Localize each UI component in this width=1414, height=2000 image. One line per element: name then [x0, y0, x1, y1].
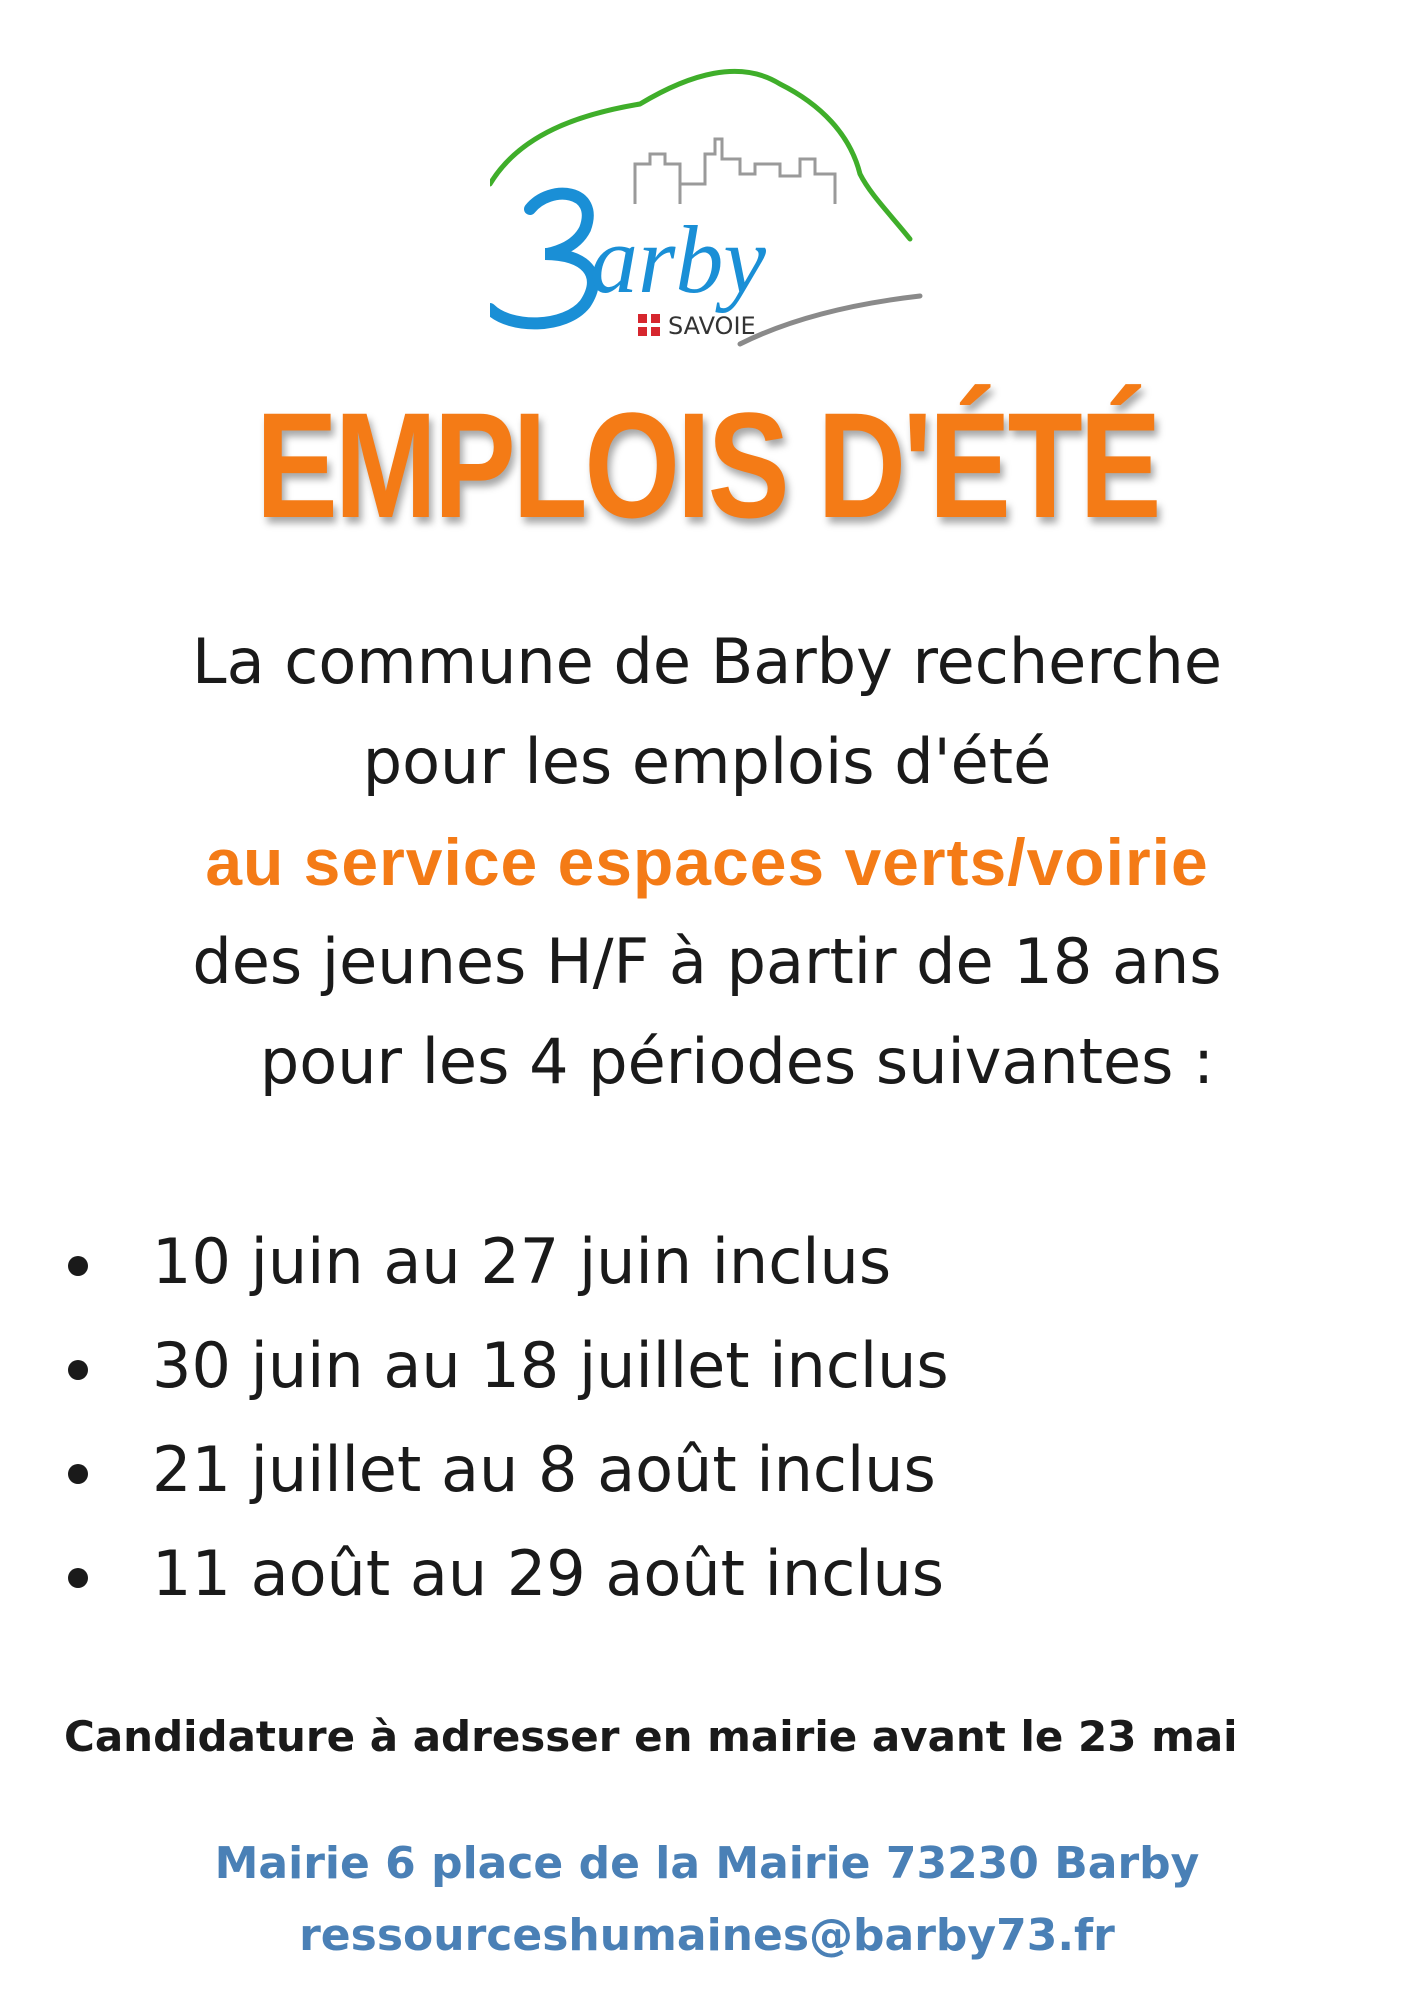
application-deadline: Candidature à adresser en mairie avant le 23 mai: [64, 1712, 1238, 1761]
contact-email[interactable]: ressourceshumaines@barby73.fr: [299, 1910, 1115, 1961]
list-item: [68, 1522, 949, 1626]
bullet-icon: [68, 1360, 88, 1380]
list-item: [68, 1314, 949, 1418]
page-title: EMPLOIS D'ÉTÉ: [255, 381, 1159, 549]
contact-block: [0, 1828, 1414, 1972]
barby-logo: [490, 64, 930, 374]
barby-logo-graphic: [490, 64, 930, 374]
logo-wordmark: arby: [590, 206, 766, 313]
period-label: 10 juin au 27 juin inclus: [152, 1225, 892, 1298]
list-item: [68, 1418, 949, 1522]
list-item: [68, 1210, 949, 1314]
intro-line: pour les 4 périodes suivantes :: [259, 1025, 1215, 1098]
bullet-icon: [68, 1568, 88, 1588]
intro-line: pour les emplois d'été: [362, 725, 1052, 798]
period-label: 21 juillet au 8 août inclus: [152, 1433, 936, 1506]
period-list: [68, 1210, 949, 1626]
service-highlight: au service espaces verts/voirie: [205, 825, 1209, 899]
intro-line: des jeunes H/F à partir de 18 ans: [192, 925, 1222, 998]
intro-text: [0, 612, 1414, 1112]
intro-line: La commune de Barby recherche: [192, 625, 1222, 698]
bullet-icon: [68, 1464, 88, 1484]
bullet-icon: [68, 1256, 88, 1276]
period-label: 11 août au 29 août inclus: [152, 1537, 945, 1610]
logo-subtitle: SAVOIE: [668, 312, 756, 340]
period-label: 30 juin au 18 juillet inclus: [152, 1329, 949, 1402]
contact-address: Mairie 6 place de la Mairie 73230 Barby: [214, 1838, 1200, 1889]
